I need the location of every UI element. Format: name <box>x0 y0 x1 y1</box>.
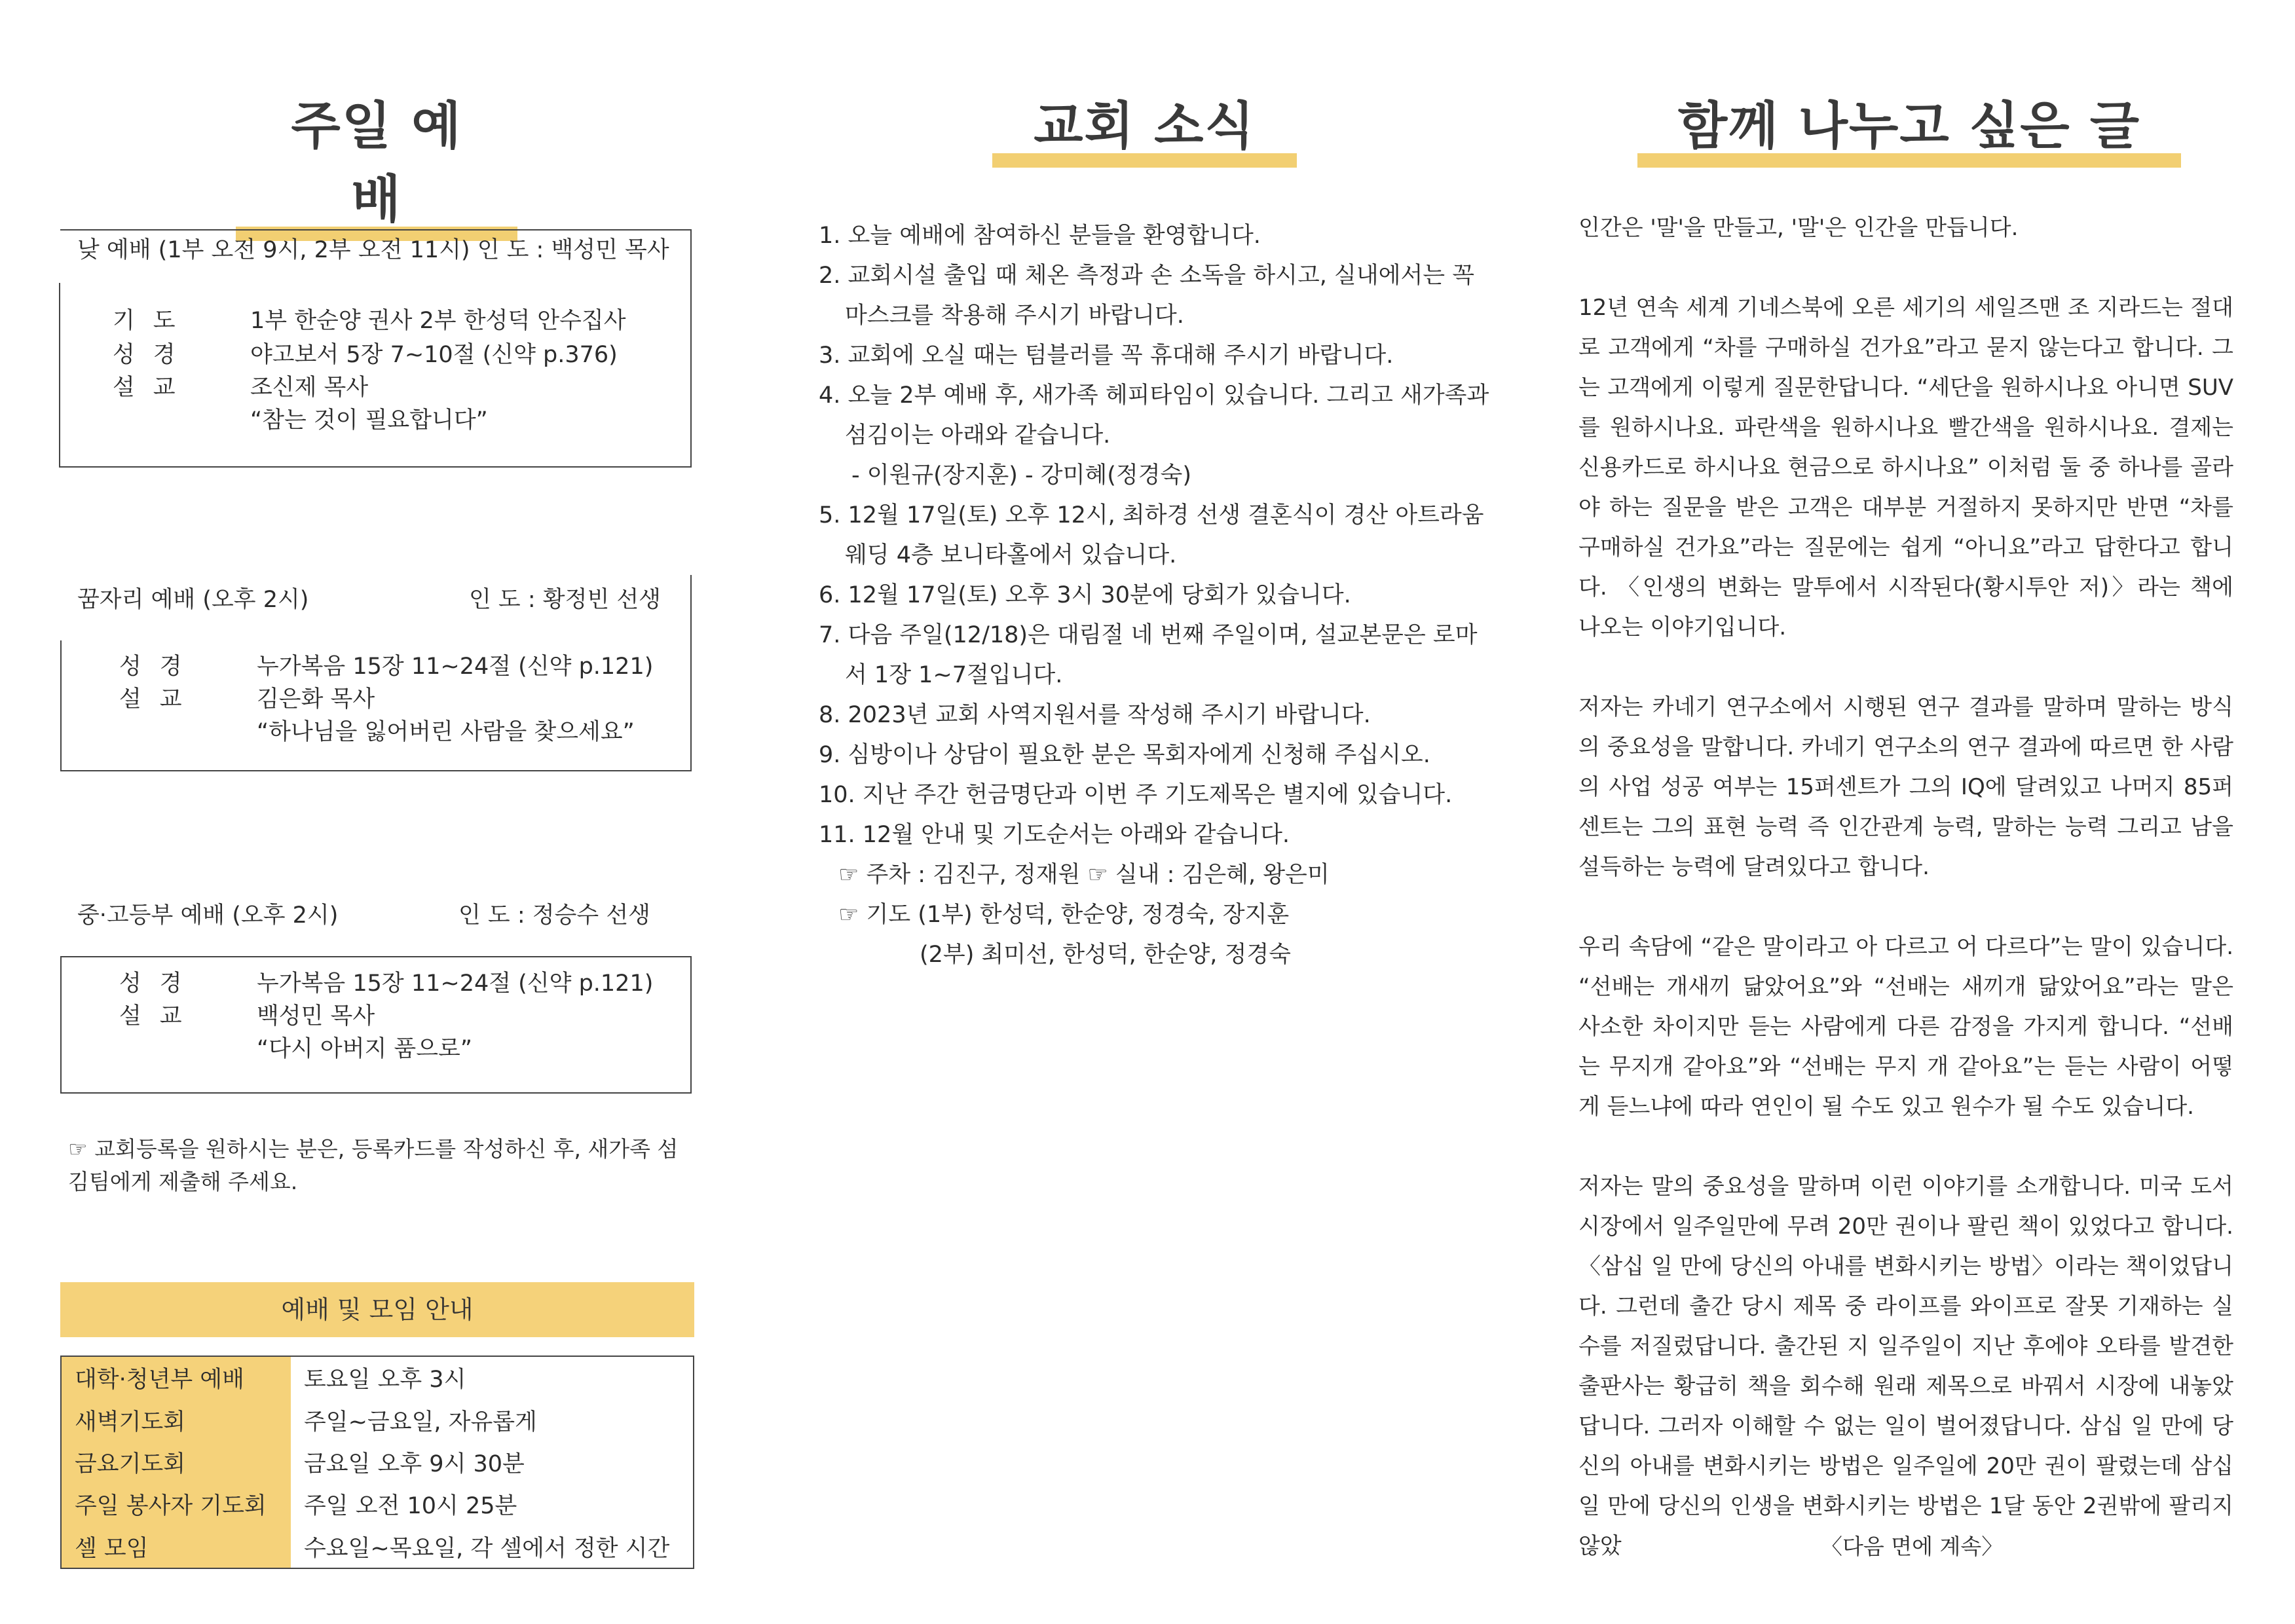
list-item: 6. 12월 17일(토) 오후 3시 30분에 당회가 있습니다. <box>819 582 1351 608</box>
table-row <box>61 1526 694 1568</box>
page-title-news: 교회 소식 <box>1034 97 1256 156</box>
list-item: 11. 12월 안내 및 기도순서는 아래와 같습니다. <box>819 822 1290 848</box>
guide-key: 주일 봉사자 기도회 <box>61 1483 291 1525</box>
list-item: 8. 2023년 교회 사역지원서를 작성해 주시기 바랍니다. <box>819 702 1371 728</box>
list-item: 웨딩 4층 보니타홀에서 있습니다. <box>845 542 1177 568</box>
list-item: 4. 오늘 2부 예배 후, 새가족 헤피타임이 있습니다. 그리고 새가족과 <box>819 382 1489 409</box>
guide-table <box>60 1356 694 1569</box>
essay-paragraph: 우리 속담에 “같은 말이라고 아 다르고 어 다르다”는 말이 있습니다. “선배는 개새끼 닮았어요”와 “선배는 새끼개 닮았어요”라는 말은 사소한 차이지만 듣는 사람에게 다른 감정을 가지게 합니다. “선배는 무지개 같아요”와 “선배는 무지 개 같아요”는 듣는 사람이 어떻게 듣느냐에 따라 연인이 될 수도 있고 원수가 될 수도 있습니다. <box>1578 934 2233 1120</box>
label-scripture: 성경 <box>119 654 200 680</box>
essay-paragraph: 저자는 카네기 연구소에서 시행된 연구 결과를 말하며 말하는 방식의 중요성을 말합니다. 카네기 연구소의 연구 결과에 따르면 한 사람의 사업 성공 여부는 15퍼센트가 그의 IQ에 달려있고 나머지 85퍼센트는 그의 표현 능력 즉 인간관계 능력, 말하는 능력 그리고 남을 설득하는 능력에 달려있다고 합니다. <box>1578 694 2233 880</box>
label-sermon: 설교 <box>119 686 200 712</box>
middle-title-wrap <box>992 85 1297 164</box>
dream-preacher-value: 김은화 목사 <box>257 686 375 712</box>
guide-value: 금요일 오후 9시 30분 <box>304 1450 525 1477</box>
guide-key: 대학·청년부 예배 <box>61 1356 291 1399</box>
list-item: 마스크를 착용해 주시기 바랍니다. <box>845 303 1184 329</box>
page-title-worship: 주일 예배 <box>291 97 462 229</box>
guide-key: 새벽기도회 <box>61 1399 291 1441</box>
essay-paragraph: 인간은 '말'을 만들고, '말'은 인간을 만듭니다. <box>1578 215 2019 241</box>
list-item: (2부) 최미선, 한성덕, 한순양, 정경숙 <box>920 942 1291 968</box>
youth-preacher-value: 백성민 목사 <box>257 1003 375 1029</box>
list-item: 10. 지난 주간 헌금명단과 이번 주 기도제목은 별지에 있습니다. <box>819 782 1453 808</box>
youth-scripture-value: 누가복음 15장 11~24절 (신약 p.121) <box>257 970 654 997</box>
page-title-sharing: 함께 나누고 싶은 글 <box>1677 97 2141 156</box>
table-row <box>61 1483 694 1525</box>
list-item: ☞ 주차 : 김진구, 정재원 ☞ 실내 : 김은혜, 왕은미 <box>838 862 1330 888</box>
guide-title: 예배 및 모임 안내 <box>60 1282 694 1337</box>
guide-value: 수요일~목요일, 각 셀에서 정한 시간 <box>304 1535 670 1562</box>
day-worship-header: 낮 예배 (1부 오전 9시, 2부 오전 11시) 인 도 : 백성민 목사 <box>77 237 669 263</box>
dream-sermon-title: “하나님을 잃어버린 사람을 찾으세요” <box>257 719 635 745</box>
essay-body <box>1578 208 2233 1566</box>
list-item: 9. 심방이나 상담이 필요한 분은 목회자에게 신청해 주십시오. <box>819 742 1430 768</box>
label-scripture: 성경 <box>119 970 200 997</box>
right-title-wrap <box>1637 85 2181 164</box>
list-item: 5. 12월 17일(토) 오후 12시, 최하경 선생 결혼식이 경산 아트라움 <box>819 502 1484 528</box>
essay-paragraph: 12년 연속 세계 기네스북에 오른 세기의 세일즈맨 조 지라드는 절대로 고객에게 “차를 구매하실 건가요”라고 묻지 않는다고 합니다. 그는 고객에게 이렇게 질문한답니다. “세단을 원하시나요 아니면 SUV를 원하시나요. 파란색을 원하시나요 빨간색을 원하시나요. 결제는 신용카드로 하시나요 현금으로 하시나요” 이처럼 둘 중 하나를 골라야 하는 질문을 받은 고객은 대부분 거절하지 못하지만 반면 “차를 구매하실 건가요”라는 질문에는 쉽게 “아니요”라고 답한다고 합니다. 〈인생의 변화는 말투에서 시작된다(황시투안 저)〉라는 책에 나오는 이야기입니다. <box>1578 295 2233 640</box>
list-item: 3. 교회에 오실 때는 텀블러를 꼭 휴대해 주시기 바랍니다. <box>819 342 1394 369</box>
essay-paragraph: 저자는 말의 중요성을 말하며 이런 이야기를 소개합니다. 미국 도서 시장에서 일주일만에 무려 20만 권이나 팔린 책이 있었다고 합니다. 〈삼십 일 만에 당신의 아내를 변화시키는 방법〉이라는 책이었답니다. 그런데 출간 당시 제목 중 라이프를 와이프로 잘못 기재하는 실수를 저질렀답니다. 출간된 지 일주일이 지난 후에야 오타를 발견한 출판사는 황급히 책을 회수해 원래 제목으로 바꿔서 시장에 내놓았답니다. 그러자 이해할 수 없는 일이 벌어졌답니다. 삼십 일 만에 당신의 아내를 변화시키는 방법은 일주일에 20만 권이 팔렸는데 삼십 일 만에 당신의 인생을 변화시키는 방법은 1달 동안 2권밖에 팔리지 않았 <box>1578 1173 2233 1559</box>
list-item: 서 1장 1~7절입니다. <box>845 662 1063 688</box>
table-row <box>61 1356 694 1399</box>
guide-value: 토요일 오후 3시 <box>304 1367 466 1393</box>
list-item: 섬김이는 아래와 같습니다. <box>845 422 1111 449</box>
label-sermon: 설교 <box>113 375 194 401</box>
dream-scripture-value: 누가복음 15장 11~24절 (신약 p.121) <box>257 654 654 680</box>
registration-note: ☞ 교회등록을 원하시는 분은, 등록카드를 작성하신 후, 새가족 섬김팀에게 제출해 주세요. <box>68 1136 679 1194</box>
left-title-wrap <box>236 85 517 237</box>
list-item: ☞ 기도 (1부) 한성덕, 한순양, 정경숙, 장지훈 <box>838 902 1290 928</box>
list-item: - 이원규(장지훈) - 강미혜(정경숙) <box>851 462 1191 489</box>
guide-value: 주일 오전 10시 25분 <box>304 1493 517 1520</box>
day-prayer-value: 1부 한순양 권사 2부 한성덕 안수집사 <box>250 308 626 334</box>
youth-worship-leader: 인 도 : 정승수 선생 <box>458 902 650 929</box>
youth-worship-header: 중·고등부 예배 (오후 2시) <box>77 902 339 929</box>
list-item: 1. 오늘 예배에 참여하신 분들을 환영합니다. <box>819 223 1261 249</box>
day-preacher-value: 조신제 목사 <box>250 375 369 401</box>
dream-worship-leader: 인 도 : 황정빈 선생 <box>469 587 661 613</box>
youth-sermon-title: “다시 아버지 품으로” <box>257 1036 472 1062</box>
table-row <box>61 1441 694 1483</box>
continued-note: 〈다음 면에 계속〉 <box>1821 1534 2004 1559</box>
dream-worship-header: 꿈자리 예배 (오후 2시) <box>77 587 309 613</box>
day-sermon-title: “참는 것이 필요합니다” <box>250 407 488 434</box>
list-item: 2. 교회시설 출입 때 체온 측정과 손 소독을 하시고, 실내에서는 꼭 <box>819 263 1475 289</box>
label-scripture: 성경 <box>113 342 194 368</box>
table-row <box>61 1399 694 1441</box>
guide-key: 금요기도회 <box>61 1441 291 1483</box>
guide-value: 주일~금요일, 자유롭게 <box>304 1409 537 1435</box>
list-item: 7. 다음 주일(12/18)은 대림절 네 번째 주일이며, 설교본문은 로마 <box>819 622 1478 648</box>
label-prayer: 기도 <box>113 308 194 334</box>
day-scripture-value: 야고보서 5장 7~10절 (신약 p.376) <box>250 342 618 368</box>
label-sermon: 설교 <box>119 1003 200 1029</box>
guide-key: 셀 모임 <box>61 1526 291 1568</box>
